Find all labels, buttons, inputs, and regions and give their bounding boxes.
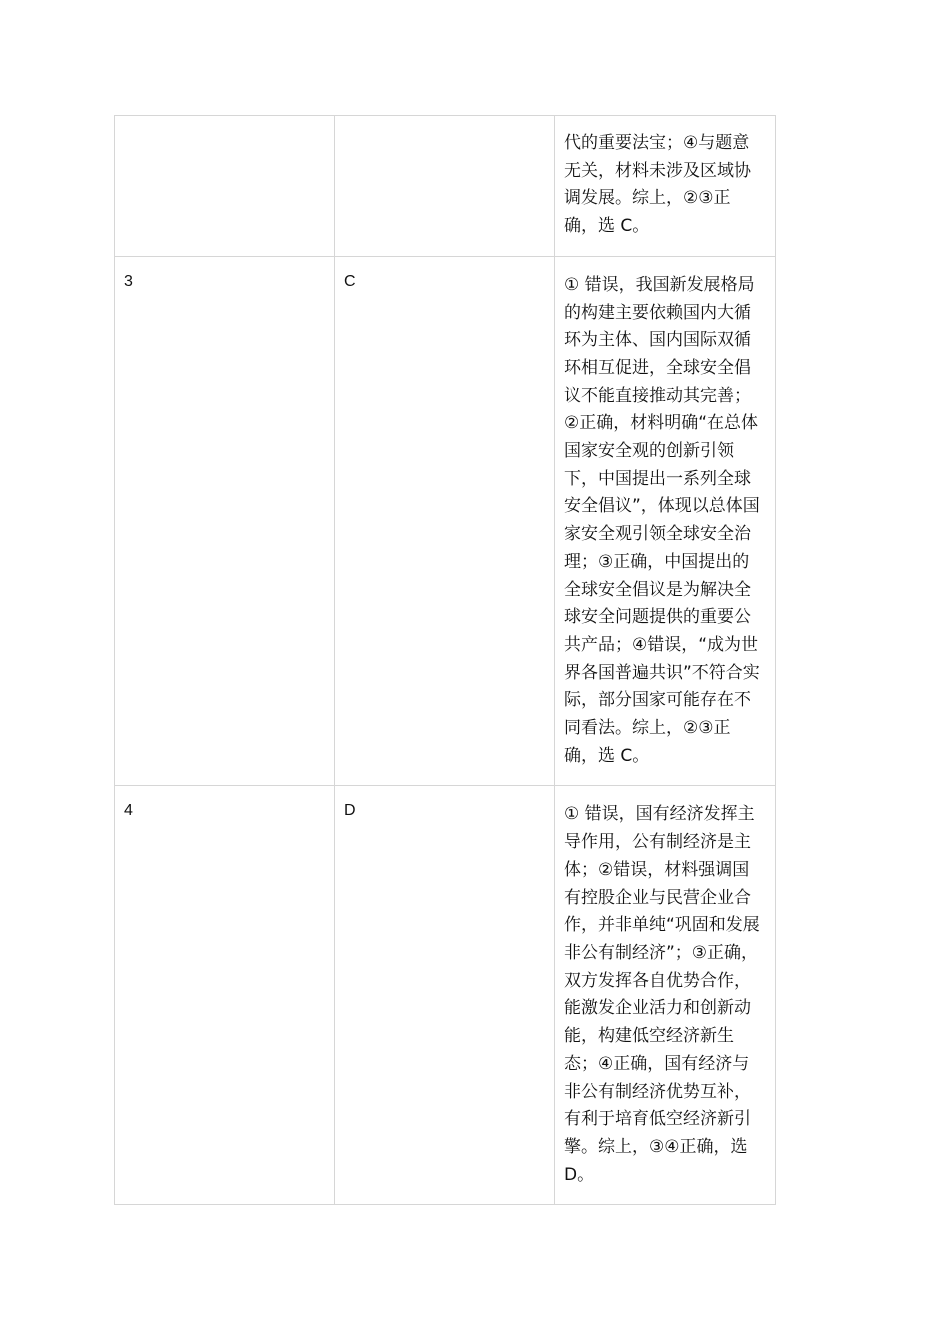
question-number <box>115 116 334 129</box>
answer-letter: C <box>344 272 356 290</box>
answer-letter: D <box>344 802 356 820</box>
answer-cell <box>335 786 555 1205</box>
answer-table <box>114 115 776 1205</box>
question-number: 3 <box>124 272 133 290</box>
explanation-cell <box>555 116 776 257</box>
question-number: 4 <box>124 802 133 820</box>
explanation-cell <box>555 256 776 786</box>
answer-cell <box>335 116 555 257</box>
answer-cell <box>335 256 555 786</box>
explanation-cell <box>555 786 776 1205</box>
explanation-text: ① 错误，国有经济发挥主导作用，公有制经济是主体；②错误，材料强调国有控股企业与民营企业合作，并非单纯“巩固和发展非公有制经济”；③正确，双方发挥各自优势合作，能激发企业活力和创新动能，构建低空经济新生态；④正确，国有经济与非公有制经济优势互补，有利于培育低空经济新引擎。综上，③④正确，选 D。 <box>564 804 760 1185</box>
table-row <box>115 116 776 257</box>
table-row <box>115 256 776 786</box>
answer-letter <box>335 116 554 129</box>
table-row <box>115 786 776 1205</box>
question-number-cell <box>115 786 335 1205</box>
question-number-cell <box>115 256 335 786</box>
explanation-text: 代的重要法宝；④与题意无关，材料未涉及区域协调发展。综上，②③正确，选 C。 <box>564 133 751 237</box>
question-number-cell <box>115 116 335 257</box>
explanation-text: ① 错误，我国新发展格局的构建主要依赖国内大循环为主体、国内国际双循环相互促进，全球安全倡议不能直接推动其完善；②正确，材料明确“在总体国家安全观的创新引领下，中国提出一系列全球安全倡议”，体现以总体国家安全观引领全球安全治理；③正确，中国提出的全球安全倡议是为解决全球安全问题提供的重要公共产品；④错误，“成为世界各国普遍共识”不符合实际，部分国家可能存在不同看法。综上，②③正确，选 C。 <box>564 274 760 766</box>
